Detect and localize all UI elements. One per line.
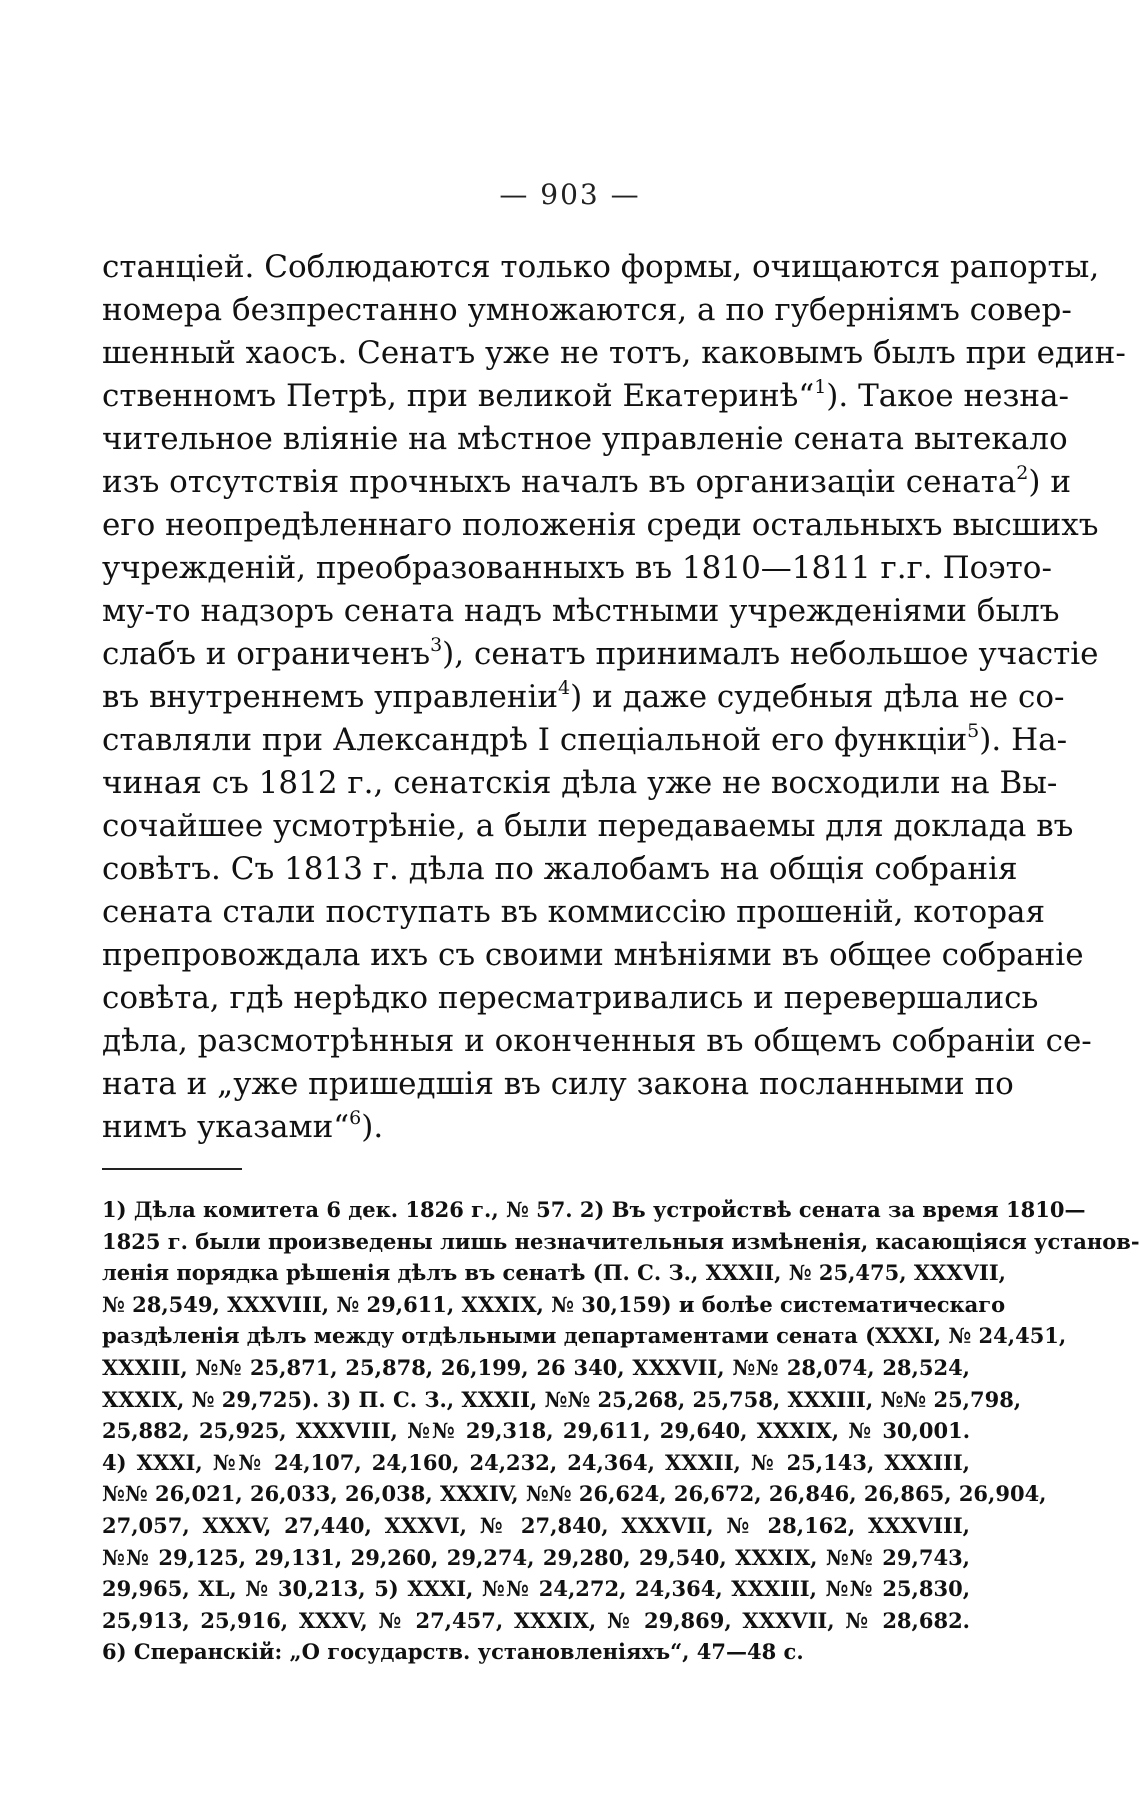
footnote-line: № 28,549, XXXVIII, № 29,611, XXXIX, № 30,159) и болѣе систематическаго [102,1291,1006,1317]
footnote-ref: 3 [430,634,443,656]
footnote-line: 4) XXXI, №№ 24,107, 24,160, 24,232, 24,364, XXXII, № 25,143, XXXIII, [102,1449,970,1475]
footnote-line: 25,913, 25,916, XXXV, № 27,457, XXXIX, № 29,869, XXXVII, № 28,682. [102,1607,970,1633]
footnote-line: XXXIII, №№ 25,871, 25,878, 26,199, 26 340, XXXVII, №№ 28,074, 28,524, [102,1354,970,1380]
text-line: шенный хаосъ. Сенатъ уже не тотъ, каковымъ былъ при един- [102,335,1126,371]
footnote-line: 6) Сперанскій: „О государств. установленіяхъ“, 47—48 с. [102,1639,804,1665]
text-line: ственномъ Петрѣ, при великой Екатеринѣ“$^1$). Такое незна- [102,376,1070,414]
footnote-line: 25,882, 25,925, XXXVIII, №№ 29,318, 29,611, 29,640, XXXIX, № 30,001. [102,1418,970,1444]
text-line: ставляли при Александрѣ I спеціальной его функціи$^5$). На- [102,720,1068,758]
footnote-divider [102,1168,242,1170]
text-line: му-то надзоръ сената надъ мѣстными учрежденіями былъ [102,593,1060,629]
text-line: изъ отсутствія прочныхъ началъ въ организаціи сената$^2$) и [102,462,1071,500]
text-line: номера безпрестанно умножаются, а по губерніямъ совер- [102,292,1072,328]
text-line: учрежденій, преобразованныхъ въ 1810—1811 г.г. Поэто- [102,550,1052,586]
footnote-line: 29,965, XL, № 30,213, 5) XXXI, №№ 24,272, 24,364, XXXIII, №№ 25,830, [102,1576,970,1602]
footnote-line: XXXIX, № 29,725). 3) П. С. З., XXXII, №№ 25,268, 25,758, XXXIII, №№ 25,798, [102,1386,1022,1412]
footnote-line: №№ 26,021, 26,033, 26,038, XXXIV, №№ 26,624, 26,672, 26,846, 26,865, 26,904, [102,1481,1047,1507]
footnote-line: №№ 29,125, 29,131, 29,260, 29,274, 29,280, 29,540, XXXIX, №№ 29,743, [102,1544,970,1570]
footnote-ref: 2 [1016,462,1029,484]
page-number: — 903 — [499,178,641,211]
footnote-ref: 1 [814,376,827,398]
footnote-ref: 6 [349,1107,362,1129]
footnote-line: раздѣленія дѣлъ между отдѣльными департаментами сената (XXXI, № 24,451, [102,1323,1067,1349]
footnote-line: 1825 г. были произведены лишь незначительныя измѣненія, касающіяся установ- [102,1228,1140,1254]
footnote-line: 1) Дѣла комитета 6 дек. 1826 г., № 57. 2) Въ устройствѣ сената за время 1810— [102,1197,1086,1222]
footnotes [102,1194,1140,1668]
text-line: совѣта, гдѣ нерѣдко пересматривались и перевершались [102,980,1039,1016]
footnote-line: 27,057, XXXV, 27,440, XXXVI, № 27,840, XXXVII, № 28,162, XXXVIII, [102,1512,970,1538]
text-line: нимъ указами“$^6$). [102,1107,384,1145]
text-line: сената стали поступать въ коммиссію прошеній, которая [102,894,1046,930]
text-line: станціей. Соблюдаются только формы, очищаются рапорты, [102,249,1100,285]
text-line: чиная съ 1812 г., сенатскія дѣла уже не восходили на Вы- [102,765,1058,801]
text-line: слабъ и ограниченъ$^3$), сенатъ принималъ небольшое участіе [102,634,1099,672]
footnote-line: ленія порядка рѣшенія дѣлъ въ сенатѣ (П. С. З., XXXII, № 25,475, XXXVII, [102,1260,1006,1286]
text-line: его неопредѣленнаго положенія среди остальныхъ высшихъ [102,507,1099,543]
footnote-ref: 4 [558,677,571,699]
text-line: ната и „уже пришедшія въ силу закона посланными по [102,1066,1014,1102]
text-line: совѣтъ. Съ 1813 г. дѣла по жалобамъ на общія собранія [102,851,1018,887]
text-line: сочайшее усмотрѣніе, а были передаваемы для доклада въ [102,808,1074,844]
text-line: препровождала ихъ съ своими мнѣніями въ общее собраніе [102,937,1084,973]
footnote-ref: 5 [967,720,980,742]
text-line: въ внутреннемъ управленіи$^4$) и даже судебныя дѣла не со- [102,677,1065,715]
text-line: чительное вліяніе на мѣстное управленіе сената вытекало [102,421,1068,457]
text-line: дѣла, разсмотрѣнныя и оконченныя въ общемъ собраніи се- [102,1023,1092,1059]
main-text [102,246,1126,1149]
